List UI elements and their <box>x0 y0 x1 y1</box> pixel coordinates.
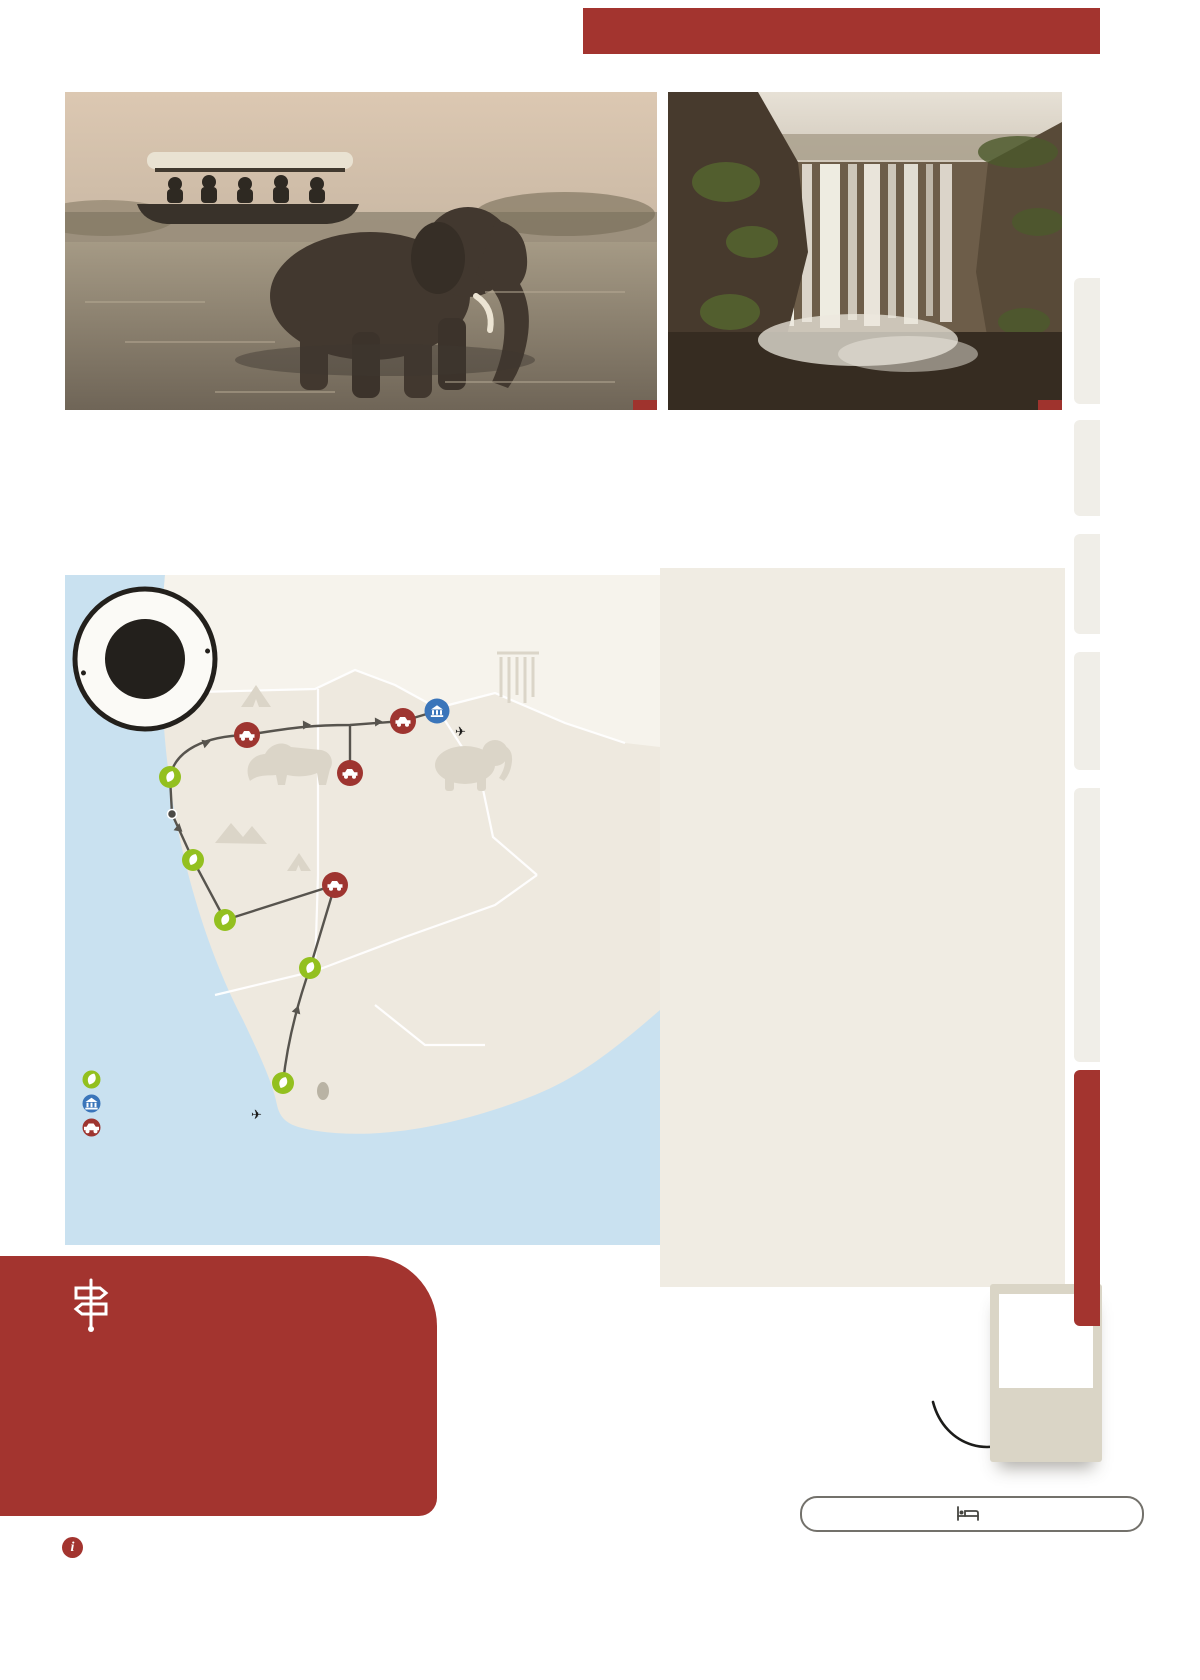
marker-sossusvlei <box>182 849 204 871</box>
signpost-icon <box>70 1274 112 1334</box>
marker-spitzkoppe <box>159 766 181 788</box>
falls-photo-art <box>668 92 1062 410</box>
photo-chutes-victoria <box>668 92 1062 410</box>
sidebar-tab-croisiere[interactable] <box>1074 652 1100 770</box>
page-header <box>583 8 1100 54</box>
marker-etosha <box>234 722 260 748</box>
marker-lecap <box>272 1072 294 1094</box>
qr-handwritten-note <box>799 1338 975 1366</box>
sidebar-tab-city-trip[interactable] <box>1074 420 1100 516</box>
sidebar-tab-circuit-accompagne[interactable] <box>1074 1070 1100 1326</box>
legend-item-safari <box>82 1118 252 1137</box>
map-art <box>65 575 660 1245</box>
marker-chobe <box>390 708 416 734</box>
marker-fish-river <box>214 909 236 931</box>
photo-caption-badge <box>1038 400 1062 410</box>
circuit-panel <box>660 568 1065 1287</box>
plane-icon: ✈ <box>251 1107 262 1122</box>
bed-icon <box>956 1506 980 1522</box>
marker-victoria-unesco <box>425 699 450 724</box>
itinerary-map <box>65 575 660 1245</box>
site-naturel-icon <box>82 1070 101 1089</box>
marker-delta <box>337 760 363 786</box>
room-sharing-badge <box>800 1496 1144 1532</box>
photo-caption-badge <box>633 400 657 410</box>
legend-item-nature <box>82 1070 252 1089</box>
sidebar-tab-evenement[interactable] <box>1074 278 1100 404</box>
unesco-icon <box>82 1094 101 1113</box>
plane-icon: ✈ <box>455 724 466 739</box>
photo-riviere-chobe <box>65 92 657 410</box>
incontournables-box <box>0 1256 437 1516</box>
sidebar-tab-road-trip[interactable] <box>1074 534 1100 634</box>
sidebar-tab-decouverte-detente[interactable] <box>1074 788 1100 1062</box>
marker-kgalagadi <box>322 872 348 898</box>
info-icon: i <box>62 1537 83 1558</box>
legend-item-unesco <box>82 1094 252 1113</box>
marker-swakopmund <box>168 810 177 819</box>
map-legend <box>82 1064 252 1137</box>
elephant-photo-art <box>65 92 657 410</box>
safari-icon <box>82 1118 101 1137</box>
marker-augrabies <box>299 957 321 979</box>
